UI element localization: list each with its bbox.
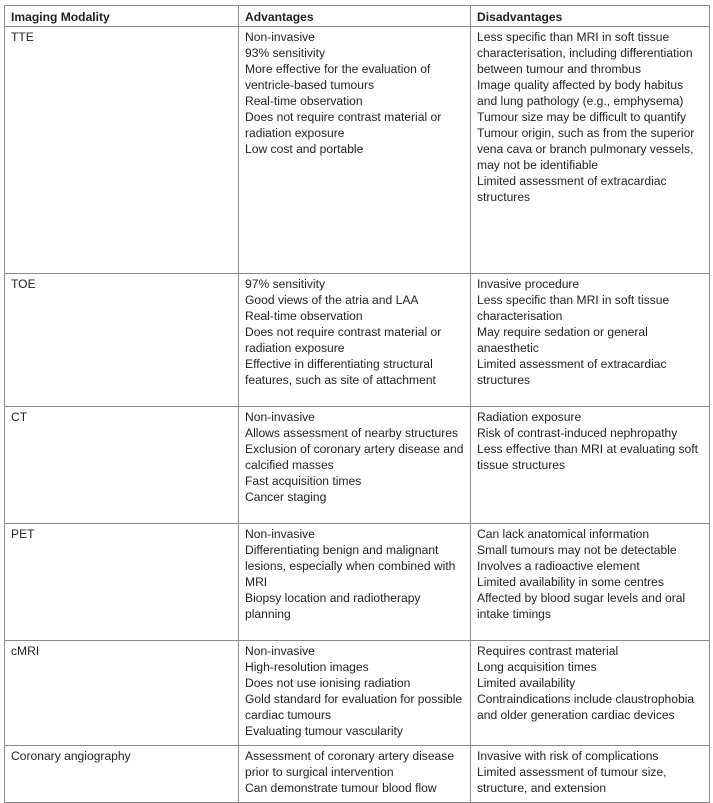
advantage-item: Gold standard for evaluation for possible cardiac tumours	[245, 692, 463, 722]
advantages-cell	[239, 407, 471, 524]
advantage-item: Cancer staging	[245, 490, 327, 504]
disadvantages-cell	[471, 641, 710, 746]
table-header-row	[5, 6, 710, 27]
advantage-item: Exclusion of coronary artery disease and calcified masses	[245, 442, 464, 472]
advantage-item: Non-invasive	[245, 410, 315, 424]
disadvantage-item: May require sedation or general anaesthetic	[477, 325, 648, 355]
advantage-item: Biopsy location and radiotherapy planning	[245, 591, 421, 621]
advantage-item: Real-time observation	[245, 94, 363, 108]
modality-cell: Coronary angiography	[5, 746, 239, 803]
modality-cell: TTE	[5, 27, 239, 274]
table-row	[5, 407, 710, 524]
disadvantage-item: Limited assessment of tumour size, structure, and extension	[477, 765, 667, 795]
header-advantages: Advantages	[239, 6, 471, 27]
advantage-item: Good views of the atria and LAA	[245, 293, 419, 307]
advantage-item: Evaluating tumour vascularity	[245, 724, 403, 738]
disadvantage-item: Tumour origin, such as from the superior vena cava or branch pulmonary vessels, may not be identifiable	[477, 126, 695, 172]
advantage-item: Non-invasive	[245, 30, 315, 44]
table-body	[5, 27, 710, 803]
header-disadvantages: Disadvantages	[471, 6, 710, 27]
advantages-cell	[239, 524, 471, 641]
disadvantage-item: Tumour size may be difficult to quantify	[477, 110, 687, 124]
advantage-item: Does not require contrast material or radiation exposure	[245, 325, 442, 355]
disadvantage-item: Radiation exposure	[477, 410, 582, 424]
advantage-item: Assessment of coronary artery disease prior to surgical intervention	[245, 749, 455, 779]
disadvantages-cell	[471, 274, 710, 407]
advantage-item: Allows assessment of nearby structures	[245, 426, 459, 440]
advantage-item: Does not require contrast material or radiation exposure	[245, 110, 442, 140]
disadvantage-item: Limited availability	[477, 676, 576, 690]
table-row	[5, 641, 710, 746]
advantages-cell	[239, 27, 471, 274]
advantage-item: Non-invasive	[245, 644, 315, 658]
advantage-item: Differentiating benign and malignant lesions, especially when combined with MRI	[245, 543, 456, 589]
advantage-item: Real-time observation	[245, 309, 363, 323]
disadvantage-item: Less effective than MRI at evaluating soft tissue structures	[477, 442, 698, 472]
advantages-cell	[239, 641, 471, 746]
modality-cell: CT	[5, 407, 239, 524]
advantage-item: Effective in differentiating structural features, such as site of attachment	[245, 357, 436, 387]
disadvantage-item: Limited availability in some centres	[477, 575, 664, 589]
table-row	[5, 274, 710, 407]
disadvantage-item: Requires contrast material	[477, 644, 619, 658]
modality-cell: TOE	[5, 274, 239, 407]
disadvantage-item: Limited assessment of extracardiac structures	[477, 357, 667, 387]
disadvantage-item: Affected by blood sugar levels and oral intake timings	[477, 591, 686, 621]
disadvantage-item: Limited assessment of extracardiac structures	[477, 174, 667, 204]
disadvantage-item: Small tumours may not be detectable	[477, 543, 677, 557]
disadvantage-item: Invasive with risk of complications	[477, 749, 659, 763]
advantage-item: Can demonstrate tumour blood flow	[245, 781, 437, 795]
advantage-item: More effective for the evaluation of ventricle-based tumours	[245, 62, 431, 92]
disadvantages-cell	[471, 407, 710, 524]
imaging-modality-table	[4, 5, 710, 803]
disadvantage-item: Long acquisition times	[477, 660, 597, 674]
advantage-item: High-resolution images	[245, 660, 369, 674]
advantage-item: 93% sensitivity	[245, 46, 325, 60]
advantages-cell	[239, 274, 471, 407]
disadvantage-item: Risk of contrast-induced nephropathy	[477, 426, 678, 440]
table-row	[5, 524, 710, 641]
disadvantages-cell	[471, 524, 710, 641]
disadvantage-item: Image quality affected by body habitus and lung pathology (e.g., emphysema)	[477, 78, 684, 108]
disadvantage-item: Involves a radioactive element	[477, 559, 640, 573]
disadvantage-item: Contraindications include claustrophobia and older generation cardiac devices	[477, 692, 695, 722]
disadvantages-cell	[471, 27, 710, 274]
table-row	[5, 746, 710, 803]
table-row	[5, 27, 710, 274]
modality-cell: PET	[5, 524, 239, 641]
advantages-cell	[239, 746, 471, 803]
disadvantages-cell	[471, 746, 710, 803]
advantage-item: Does not use ionising radiation	[245, 676, 411, 690]
disadvantage-item: Less specific than MRI in soft tissue characterisation	[477, 293, 670, 323]
disadvantage-item: Invasive procedure	[477, 277, 580, 291]
header-imaging-modality: Imaging Modality	[5, 6, 239, 27]
advantage-item: Fast acquisition times	[245, 474, 362, 488]
disadvantage-item: Less specific than MRI in soft tissue characterisation, including differentiation between tumour and thrombus	[477, 30, 693, 76]
modality-cell: cMRI	[5, 641, 239, 746]
advantage-item: Non-invasive	[245, 527, 315, 541]
advantage-item: Low cost and portable	[245, 142, 364, 156]
advantage-item: 97% sensitivity	[245, 277, 325, 291]
disadvantage-item: Can lack anatomical information	[477, 527, 650, 541]
